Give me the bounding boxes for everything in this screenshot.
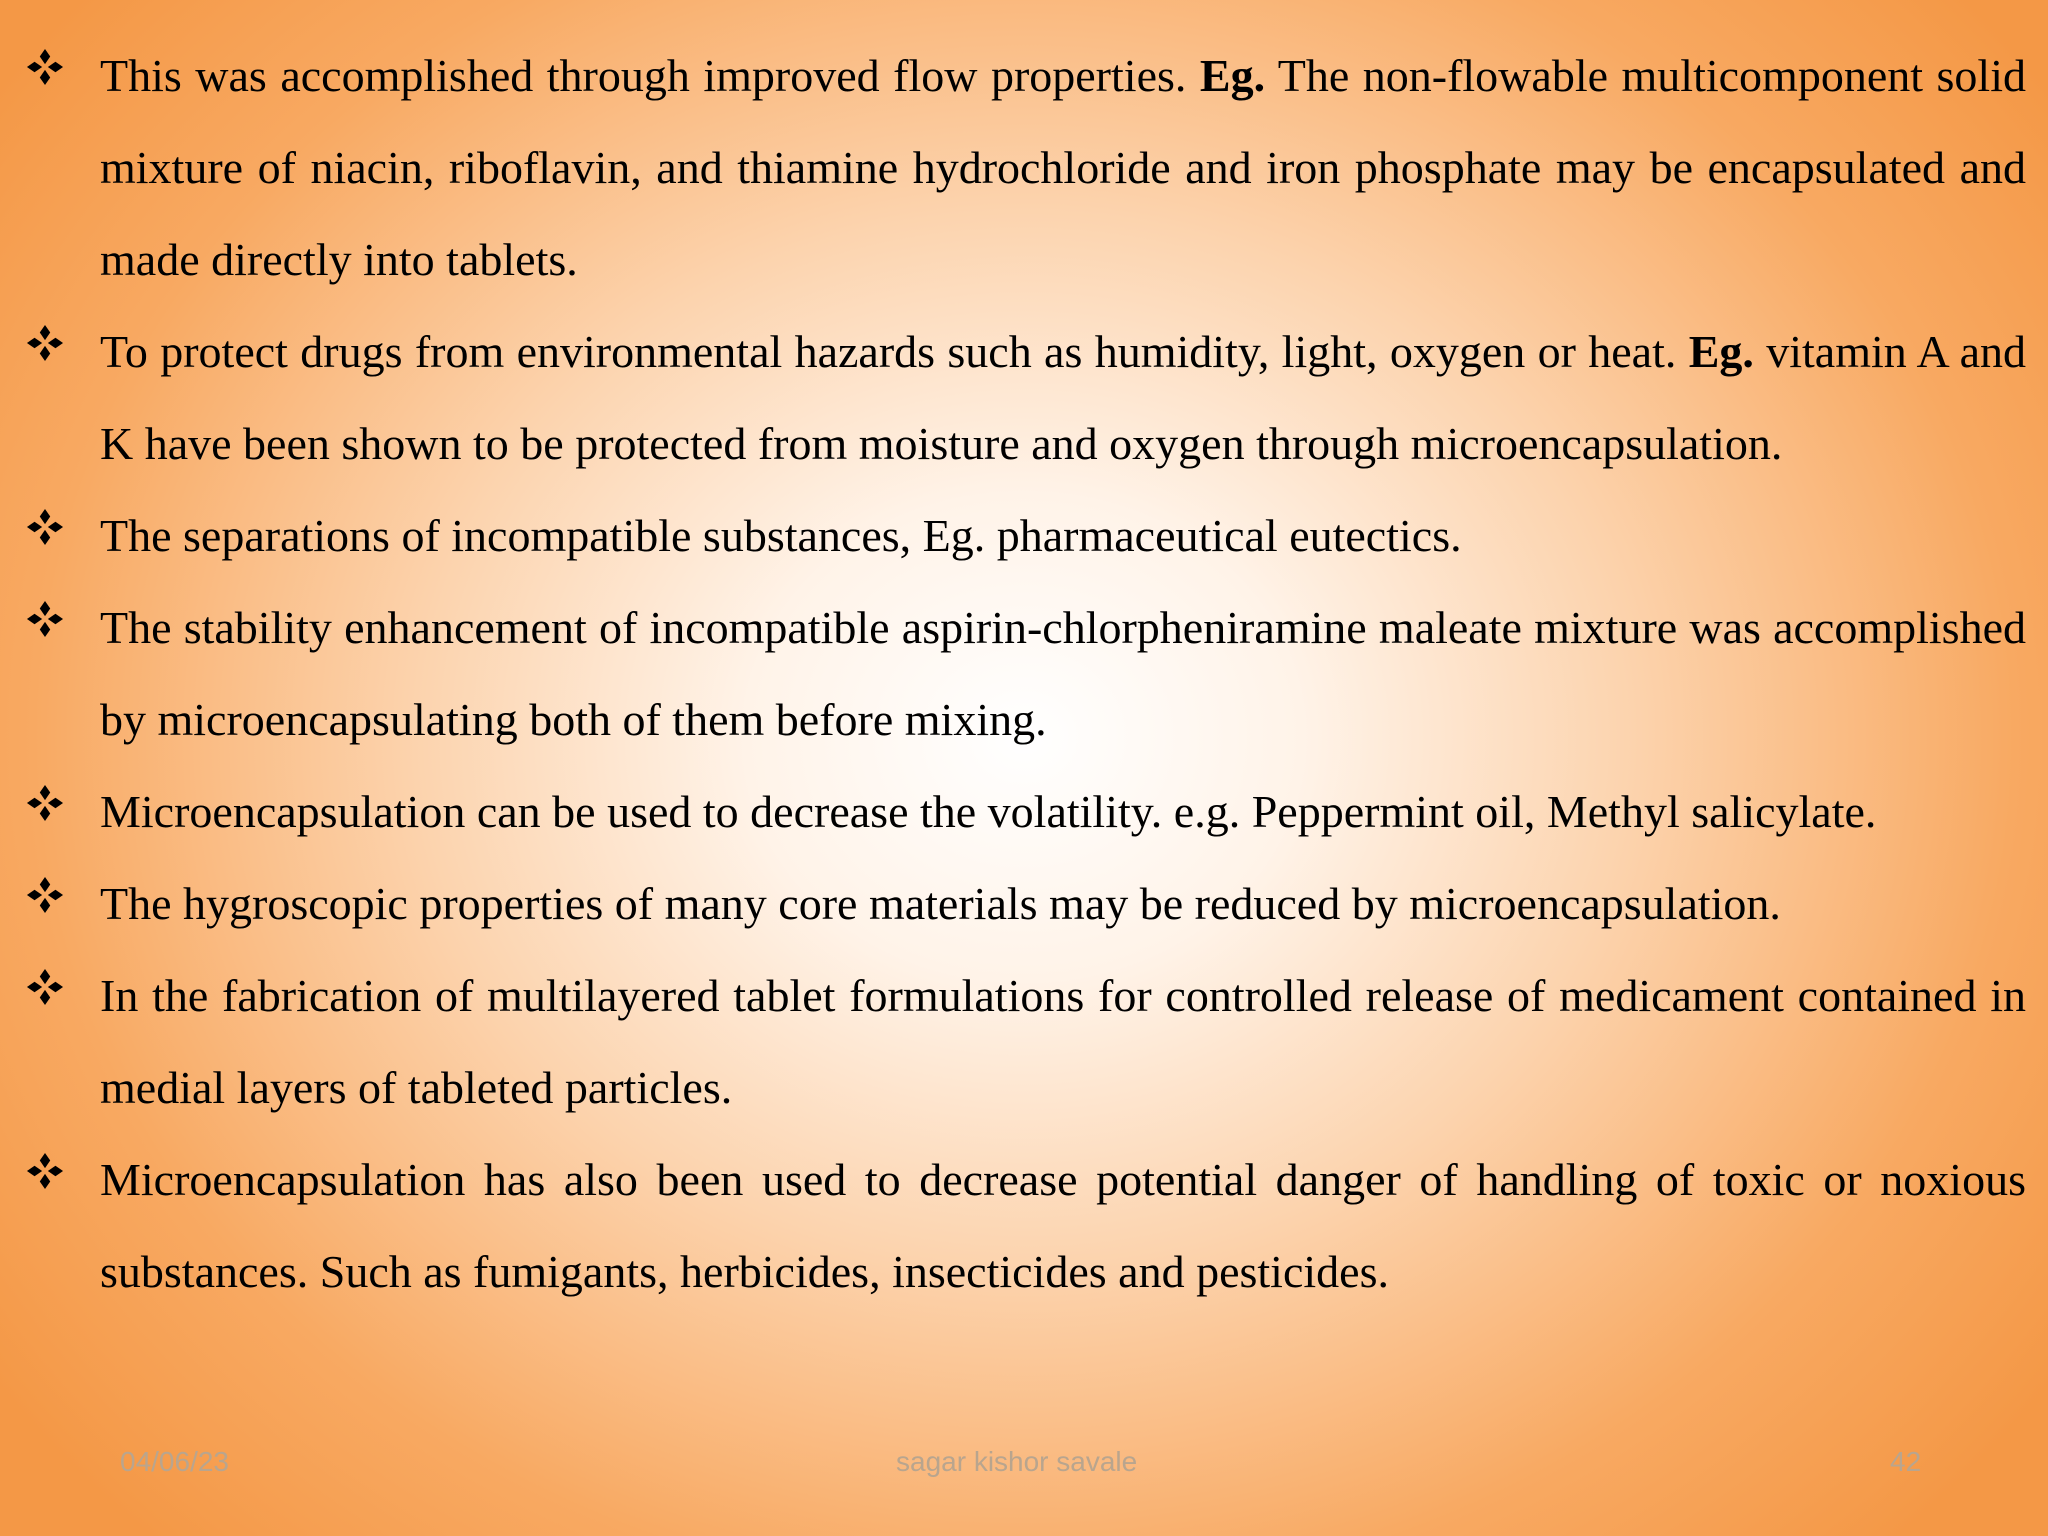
bullet-text-continuation: vitamin A and K have been shown to be protected from moisture and oxygen through microencapsulation. (100, 326, 2026, 469)
four-diamond-bullet-icon (26, 306, 100, 398)
four-diamond-bullet-icon (26, 1134, 100, 1226)
bullet-item (26, 582, 2026, 766)
bullet-text (100, 582, 2026, 766)
bullet-item (26, 306, 2026, 490)
bullet-text-main: Microencapsulation can be used to decrease the volatility. e.g. Peppermint oil, Methyl salicylate. (100, 786, 1877, 837)
bullet-item (26, 490, 2026, 582)
four-diamond-bullet-icon (26, 582, 100, 674)
bullet-text-main: Microencapsulation has also been used to decrease potential danger of handling of toxic or noxious substances. Such as fumigants, herbicides, insecticides and pesticides. (100, 1154, 2026, 1297)
bullet-item (26, 30, 2026, 306)
bullet-item (26, 766, 2026, 858)
four-diamond-bullet-icon (26, 858, 100, 950)
bullet-item (26, 950, 2026, 1134)
bullet-text (100, 950, 2026, 1134)
four-diamond-bullet-icon (26, 950, 100, 1042)
bullet-text (100, 858, 2026, 950)
bullet-item (26, 1134, 2026, 1318)
example-label: Eg. (1199, 50, 1266, 101)
bullet-text-continuation: The non-flowable multicomponent solid mixture of niacin, riboflavin, and thiamine hydrochloride and iron phosphate may be encapsulated and made directly into tablets. (100, 50, 2026, 285)
four-diamond-bullet-icon (26, 766, 100, 858)
bullet-text (100, 490, 2026, 582)
four-diamond-bullet-icon (26, 490, 100, 582)
bullet-text (100, 1134, 2026, 1318)
example-label: Eg. (1688, 326, 1754, 377)
bullet-text-main: The stability enhancement of incompatible aspirin-chlorpheniramine maleate mixture was accomplished by microencapsulating both of them before mixing. (100, 602, 2026, 745)
bullet-item (26, 858, 2026, 950)
bullet-text-main: The hygroscopic properties of many core materials may be reduced by microencapsulation. (100, 878, 1781, 929)
bullet-text (100, 30, 2026, 306)
footer-author: sagar kishor savale (896, 1446, 1138, 1477)
four-diamond-bullet-icon (26, 30, 100, 122)
bullet-list (26, 30, 2026, 1318)
bullet-text-main: The separations of incompatible substances, Eg. pharmaceutical eutectics. (100, 510, 1462, 561)
bullet-text (100, 766, 2026, 858)
bullet-text-main: To protect drugs from environmental hazards such as humidity, light, oxygen or heat. (100, 326, 1689, 377)
bullet-text-main: This was accomplished through improved flow properties. (100, 50, 1200, 101)
bullet-text-main: In the fabrication of multilayered tablet formulations for controlled release of medicament contained in medial layers of tableted particles. (100, 970, 2026, 1113)
footer-date: 04/06/23 (120, 1446, 229, 1477)
slide-number: 42 (1890, 1446, 1922, 1477)
bullet-text (100, 306, 2026, 490)
